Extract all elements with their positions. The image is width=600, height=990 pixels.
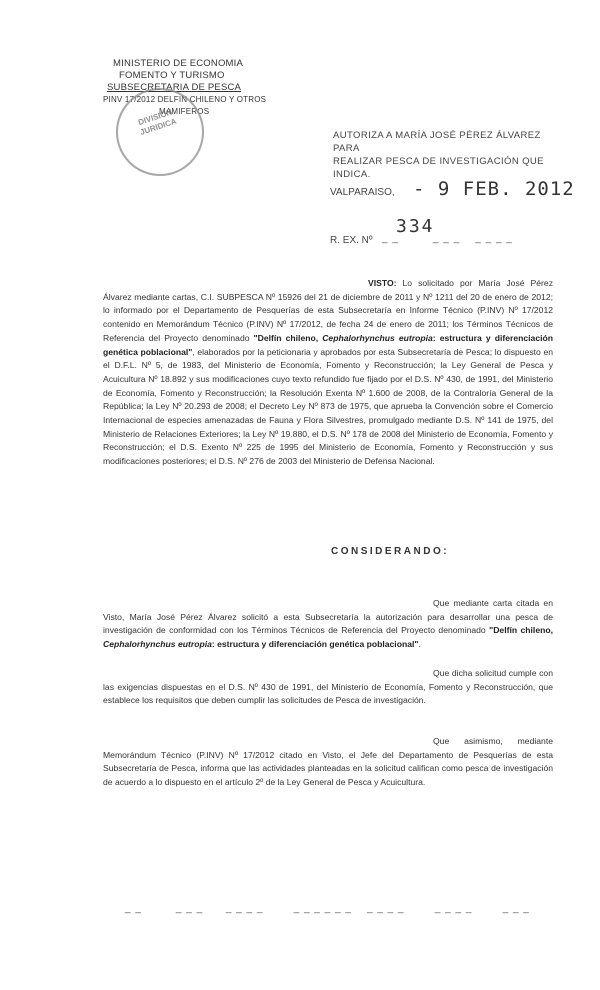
considerando-1-bold-2: : estructura y diferenciación genética poblacional" (211, 639, 419, 650)
header-line-pinv: PINV 17/2012 DELFIN CHILENO Y OTROS (103, 95, 267, 104)
place-label: VALPARAISO, (330, 187, 395, 198)
visto-project-bold-2: : estructura y diferenciación genética poblacional" (103, 332, 553, 357)
resolution-dashes: _ _ _ _ _ _ _ _ _ (382, 233, 513, 244)
header-line-fomento: FOMENTO Y TURISMO (119, 70, 225, 81)
visto-text-1: Lo solicitado por María José Pérez Álvarez mediante cartas, C.I. SUBPESCA Nº 15926 del 21 de diciembre de 2011 y Nº 1211 del 20 de enero de 2012; lo informado por el Departamento de Pesquerías de esta Subsecretaría en Informe Técnico (P.INV) Nº 17/2012 contenido en Memorándum Técnico (P.INV) Nº 17/2012, de fecha 24 de enero de 2011; los Términos Técnicos de Referencia del Proyecto denominado (103, 278, 553, 343)
header-line-ministry: MINISTERIO DE ECONOMIA (113, 58, 244, 69)
stamp-text: DIVISION JURIDICA (137, 107, 178, 137)
resolution-number: 334 (396, 216, 435, 237)
visto-project-bold-1: "Delfín chileno, (253, 332, 323, 343)
visto-species-italic: Cephalorhynchus eutropia (322, 332, 433, 343)
considerando-paragraph-1 (103, 597, 553, 652)
header-line-mamiferos: MAMIFEROS (159, 107, 210, 116)
considerando-1-text-2: . (418, 639, 421, 650)
subject-line-2: REALIZAR PESCA DE INVESTIGACIÓN QUE INDICA. (333, 156, 544, 180)
considerando-paragraph-2: Que dicha solicitud cumple con las exigencias dispuestas en el D.S. Nº 430 de 1991, del Ministerio de Economía, Fomento y Reconstrucción, que establece los requisitos que deben cumplir las solicitudes de Pesca de investigación. (103, 668, 553, 706)
considerando-1-bold-1: "Delfín chileno, (489, 625, 553, 636)
subject-line-1: AUTORIZA A MARÍA JOSÉ PÉREZ ÁLVAREZ PARA (333, 130, 541, 154)
considerando-1-text-1: Que mediante carta citada en Visto, María José Pérez Álvarez solicitó a esta Subsecretaría la autorización para desarrollar una pesca de investigación de conformidad con los Términos Técnicos de Referencia del Proyecto denominado (103, 598, 553, 636)
resolution-subject (333, 129, 563, 181)
signature-dashes: _ _ _ _ _ _ _ _ _ _ _ _ _ _ _ _ _ _ _ _ _ _ _ _ _ _ (125, 903, 530, 914)
considerando-heading: CONSIDERANDO: (331, 546, 450, 557)
header-line-subsecretaria: SUBSECRETARIA DE PESCA (107, 82, 242, 93)
considerando-paragraph-3: Que asimismo, mediante Memorándum Técnico (P.INV) Nº 17/2012 citado en Visto, el Jefe del Departamento de Pesquerías de esta Subsecretaría de Pesca, informa que las actividades planteadas en la solicitud califican como pesca de investigación de acuerdo a lo dispuesto en el artículo 2º de la Ley General de Pesca y Acuicultura. (103, 736, 553, 788)
date-stamp: - 9 FEB. 2012 (413, 178, 575, 200)
resolution-label: R. EX. Nº (330, 235, 373, 246)
visto-label: VISTO: (368, 278, 397, 288)
visto-paragraph (103, 277, 553, 469)
considerando-1-species-italic: Cephalorhynchus eutropia (103, 639, 212, 650)
visto-text-2: , elaborados por la peticionaria y aprobados por esta Subsecretaría de Pesca; lo dispuesto en el D.F.L. Nº 5, de 1983, del Ministerio de Economía, Fomento y Reconstrucción; la Ley General de Pesca y Acuicultura Nº 18.892 y sus modificaciones cuyo texto refundido fue fijado por el D.S. Nº 430, de 1991, del Ministerio de Economía, Fomento y Reconstrucción; la Resolución Exenta Nº 1.600 de 2008, de la Contraloría General de la República; la Ley Nº 20.293 de 2008; el Decreto Ley Nº 873 de 1975, que aprueba la Convención sobre el Comercio Internacional de especies amenazadas de Fauna y Flora Silvestres, promulgado mediante D.S. Nº 141 de 1975, del Ministerio de Relaciones Exteriores; la Ley Nº 19.880, el D.S. Nº 178 de 2008 del Ministerio de Economía, Fomento y Reconstrucción; el D.S. Exento Nº 225 de 1995 del Ministerio de Economía, Fomento y Reconstrucción y sus modificaciones posteriores; el D.S. Nº 276 de 2003 del Ministerio de Defensa Nacional. (103, 346, 554, 467)
